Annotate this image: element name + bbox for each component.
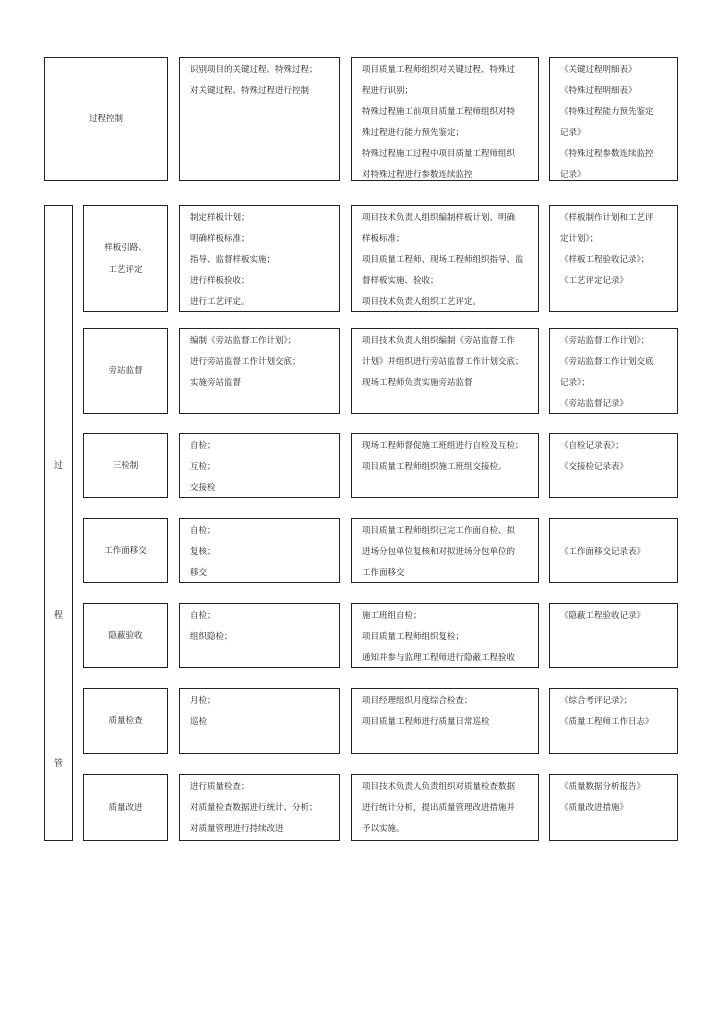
text-line: 施工班组自检； (362, 611, 422, 621)
row-label-cell (83, 518, 168, 583)
text-line: 自检； (190, 441, 216, 451)
text-line: 《工艺评定记录》 (560, 276, 629, 286)
side-char: 管 (54, 759, 64, 769)
row-records-cell (549, 433, 678, 498)
text-line: 组织隐检； (190, 632, 233, 642)
text-line: 记录》 (560, 170, 586, 180)
text-line: 《质量工程师工作日志》 (560, 717, 654, 727)
row-label: 三检制 (112, 460, 139, 471)
text-line: 对质量检查数据进行统计、分析； (190, 803, 318, 813)
row-label-cell (83, 688, 168, 754)
text-line: 编制《旁站监督工作计划》； (190, 336, 297, 346)
text-line: 《特殊过程参数连续监控 (560, 149, 654, 159)
text-line: 项目技术负责人负责组织对质量检查数据 (362, 782, 516, 792)
side-char: 程 (54, 611, 64, 621)
text-line: 样板标准； (362, 234, 405, 244)
row-label-cell (83, 433, 168, 498)
text-line: 巡检 (190, 717, 208, 727)
text-line: 《隐蔽工程验收记录》 (560, 611, 646, 621)
text-line: 月检； (190, 696, 216, 706)
text-line: 进场分包单位复核和对拟进场分包单位的 (362, 547, 516, 557)
row-records-cell (549, 518, 678, 583)
row-measures-cell (179, 688, 340, 754)
row-measures-cell (179, 433, 340, 498)
top-block-label: 过程控制 (88, 114, 123, 124)
process-management-side-cell (44, 205, 73, 841)
text-line: 项目质量工程师组织复检； (362, 632, 465, 642)
text-line: 项目质量工程师组织已完工作面自检、拟 (362, 526, 516, 536)
text-line: 程进行识别； (362, 86, 414, 96)
row-label-cell (83, 328, 168, 414)
text-line: 记录》 (560, 128, 586, 138)
text-line: 项目技术负责人组织工艺评定。 (362, 297, 482, 307)
text-line: 项目经理组织月度综合检查； (362, 696, 473, 706)
text-line: 督样板实施、验收； (362, 276, 439, 286)
row-label: 质量改进 (108, 802, 143, 813)
text-line: 《旁站监督工作计划》； (560, 336, 650, 346)
row-label-cell (83, 205, 168, 312)
text-line: 项目质量工程师组织施工班组交接检。 (362, 462, 507, 472)
row-label-cell (83, 603, 168, 668)
row-label: 质量检查 (108, 716, 143, 726)
row-label: 工作面移交 (104, 545, 147, 556)
text-line: 《样板工程验收记录》； (560, 255, 650, 265)
text-line: 自检； (190, 611, 216, 621)
text-line: 《旁站监督工作计划交底 (560, 357, 654, 367)
row-label: 工艺评定 (108, 264, 143, 275)
text-line: 《样板制作计划和工艺评 (560, 213, 654, 223)
text-line: 互检； (190, 462, 216, 472)
text-line: 现场工程师负责实施旁站监督 (362, 378, 473, 388)
text-line: 《自检记录表》； (560, 441, 624, 451)
row-responsibility-cell (351, 205, 539, 312)
text-line: 《特殊过程能力预先鉴定 (560, 107, 654, 117)
top-block-measures-cell (179, 57, 340, 181)
text-line: 移交 (190, 568, 208, 578)
row-measures-cell (179, 328, 340, 414)
text-line: 现场工程师督促施工班组进行自检及互检； (362, 441, 524, 451)
top-block-responsibility-cell (351, 57, 539, 181)
text-line: 项目质量工程师进行质量日常巡检 (362, 717, 490, 727)
row-label-cell (83, 774, 168, 841)
text-line: 工作面移交 (362, 568, 405, 578)
side-char: 过 (54, 461, 64, 471)
row-responsibility-cell (351, 688, 539, 754)
text-line: 复核； (190, 547, 216, 557)
text-line: 进行旁站监督工作计划交底； (190, 357, 301, 367)
text-line: 《关键过程明细表》 (560, 65, 637, 75)
row-responsibility-cell (351, 433, 539, 498)
text-line: 交接检 (190, 483, 216, 493)
text-line: 通知并参与监理工程师进行隐蔽工程验收 (362, 653, 516, 663)
text-line: 对关键过程、特殊过程进行控制 (190, 86, 310, 96)
text-line: 《交接检记录表》 (560, 462, 629, 472)
text-line: 《特殊过程明细表》 (560, 86, 637, 96)
text-line: 《旁站监督记录》 (560, 399, 629, 409)
row-measures-cell (179, 205, 340, 312)
text-line (560, 521, 667, 542)
row-records-cell (549, 328, 678, 414)
row-responsibility-cell (351, 774, 539, 841)
row-responsibility-cell (351, 328, 539, 414)
top-block-label-cell (44, 57, 168, 181)
text-line: 进行工艺评定。 (190, 297, 250, 307)
text-line: 识别项目的关键过程、特殊过程； (190, 65, 318, 75)
row-measures-cell (179, 774, 340, 841)
text-line: 项目质量工程师组织对关键过程、特殊过 (362, 65, 516, 75)
row-responsibility-cell (351, 518, 539, 583)
text-line: 计划》并组织进行旁站监督工作计划交底； (362, 357, 524, 367)
row-records-cell (549, 774, 678, 841)
text-line: 实施旁站监督 (190, 378, 242, 388)
text-line: 进行质量检查； (190, 782, 250, 792)
text-line: 自检； (190, 526, 216, 536)
text-line: 制定样板计划； (190, 213, 250, 223)
text-line: 予以实施。 (362, 824, 405, 834)
row-measures-cell (179, 518, 340, 583)
row-records-cell (549, 603, 678, 668)
row-measures-cell (179, 603, 340, 668)
row-records-cell (549, 688, 678, 754)
text-line: 项目技术负责人组织编制《旁站监督工作 (362, 336, 516, 346)
text-line: 进行统计分析，提出质量管理改进措施并 (362, 803, 516, 813)
text-line: 殊过程进行能力预先鉴定； (362, 128, 465, 138)
text-line: 记录》； (560, 378, 590, 388)
row-label: 隐蔽验收 (108, 630, 143, 641)
text-line: 《工作面移交记录表》 (560, 547, 646, 557)
text-line: 《质量改进措施》 (560, 803, 629, 813)
top-block-records-cell (549, 57, 678, 181)
row-records-cell (549, 205, 678, 312)
text-line: 进行样板验收； (190, 276, 250, 286)
text-line: 《综合考评记录》； (560, 696, 633, 706)
row-responsibility-cell (351, 603, 539, 668)
text-line: 对特殊过程进行参数连续监控 (362, 170, 473, 180)
text-line: 项目质量工程师、现场工程师组织指导、监 (362, 255, 524, 265)
text-line: 对质量管理进行持续改进 (190, 824, 284, 834)
row-label: 样板引路、 (104, 242, 147, 253)
text-line: 特殊过程施工前项目质量工程师组织对特 (362, 107, 516, 117)
text-line: 明确样板标准； (190, 234, 250, 244)
text-line: 特殊过程施工过程中项目质量工程师组织 (362, 149, 516, 159)
text-line: 《质量数据分析报告》 (560, 782, 646, 792)
text-line: 指导、监督样板实施； (190, 255, 276, 265)
text-line: 项目技术负责人组织编制样板计划、明确 (362, 213, 516, 223)
row-label: 旁站监督 (108, 366, 143, 376)
text-line: 定计划》； (560, 234, 599, 244)
